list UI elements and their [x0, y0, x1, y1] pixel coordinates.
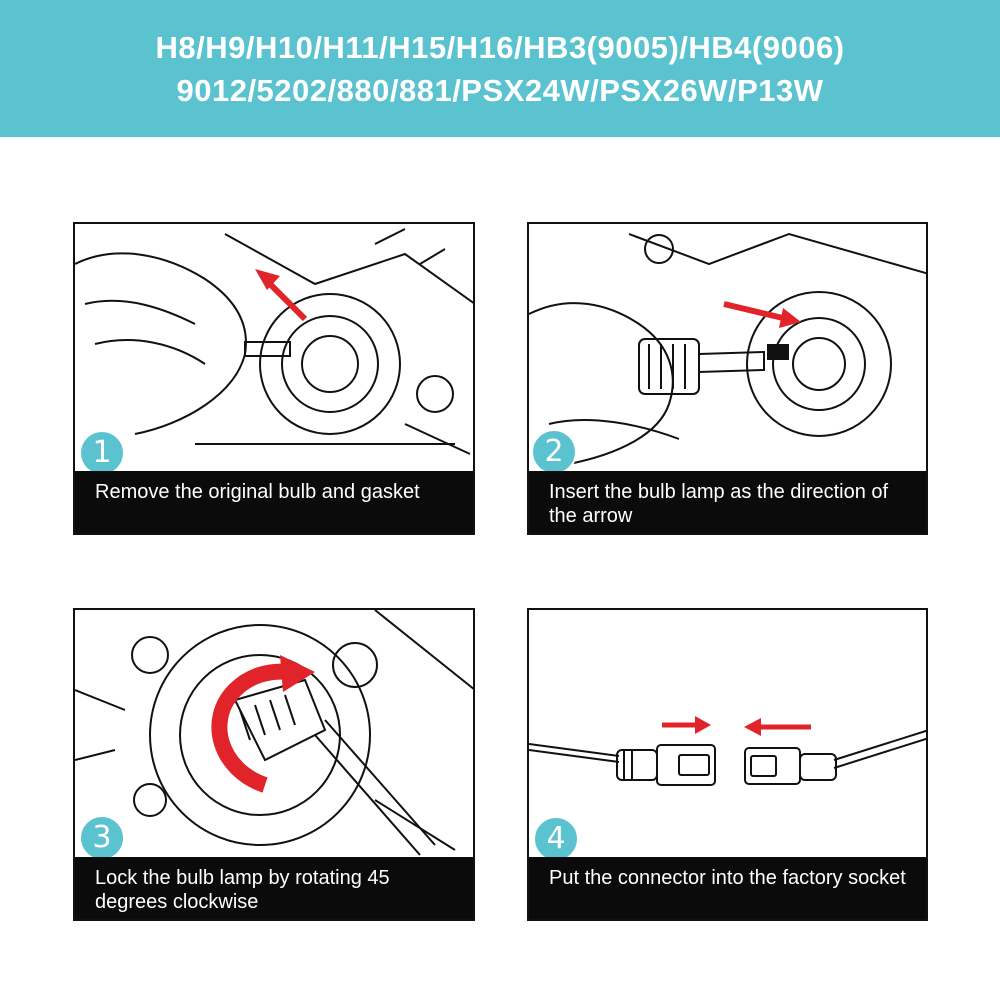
step-4-badge: 4 — [533, 816, 579, 862]
step-1-badge: 1 — [79, 430, 125, 476]
step-3-badge: 3 — [79, 815, 125, 861]
step-2-illustration — [529, 224, 928, 474]
title-banner — [0, 0, 1000, 137]
step-3-illustration — [75, 610, 475, 860]
step-4-caption: Put the connector into the factory socket — [529, 857, 926, 919]
step-2-caption: Insert the bulb lamp as the direction of the arrow — [529, 471, 926, 533]
step-2-panel — [527, 222, 928, 535]
step-2-badge: 2 — [531, 429, 577, 475]
step-3-panel — [73, 608, 475, 921]
step-4-panel — [527, 608, 928, 921]
step-4-illustration — [529, 610, 928, 860]
step-1-illustration — [75, 224, 475, 474]
step-3-caption: Lock the bulb lamp by rotating 45 degrees clockwise — [75, 857, 473, 919]
title-line-1: H8/H9/H10/H11/H15/H16/HB3(9005)/HB4(9006) — [155, 29, 845, 65]
step-1-caption: Remove the original bulb and gasket — [75, 471, 473, 533]
step-1-panel — [73, 222, 475, 535]
title-line-2: 9012/5202/880/881/PSX24W/PSX26W/P13W — [176, 72, 824, 108]
